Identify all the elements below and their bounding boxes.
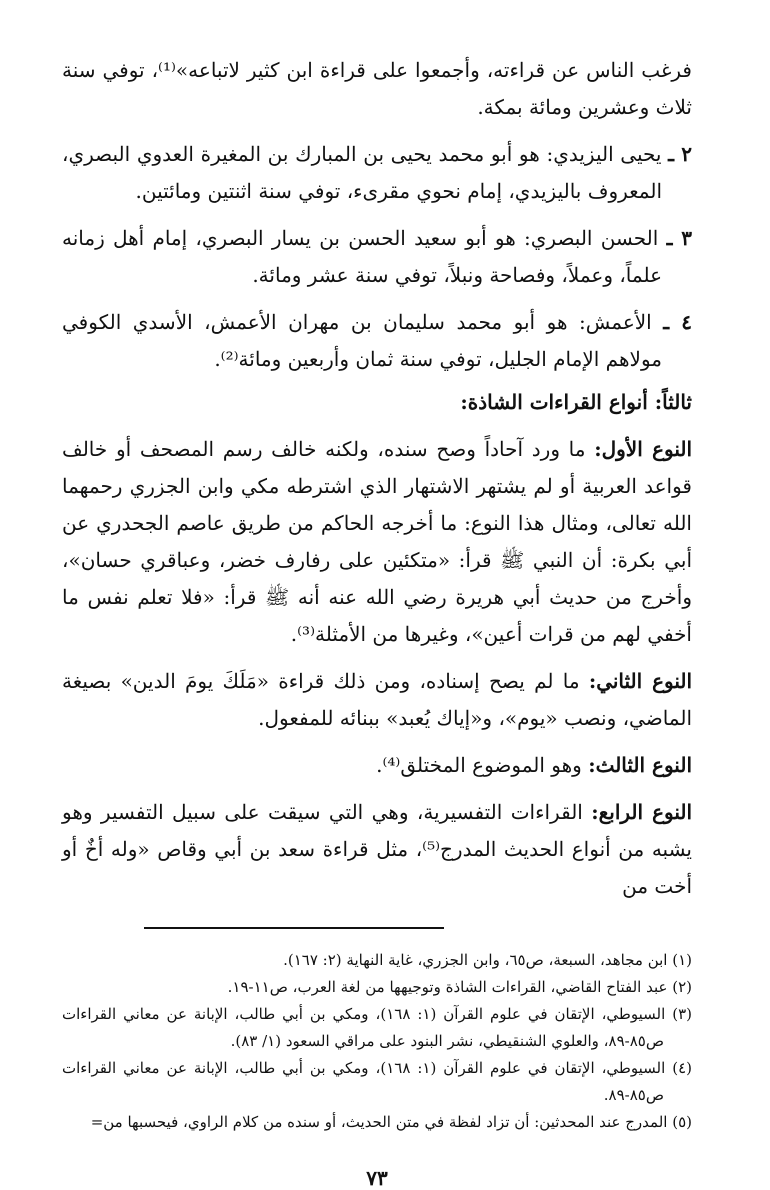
paragraph-type-one (62, 431, 692, 653)
footnote-3: (٣) السيوطي، الإتقان في علوم القرآن (١: ١٦٨)، ومكي بن أبي طالب، الإبانة عن معاني القراءات ص٨٥-٨٩، والعلوي الشنقيطي، نشر البنود على مراقي السعود (١/ ٨٣). (62, 1005, 692, 1050)
paragraph-continuation: فرغب الناس عن قراءته، وأجمعوا على قراءة ابن كثير لاتباعه»⁽¹⁾، توفي سنة ثلاث وعشرين ومائة بمكة. (62, 58, 692, 119)
paragraph-type-three (62, 747, 692, 784)
footnote-separator (144, 927, 444, 929)
list-item-yahya-alyazidi (62, 136, 692, 210)
paragraph-type-two (62, 663, 692, 737)
list-item-number: ٢ ـ (668, 142, 693, 166)
list-item-number: ٣ ـ (666, 226, 693, 250)
footnote-1: (١) ابن مجاهد، السبعة، ص٦٥، وابن الجزري، غاية النهاية (٢: ١٦٧). (283, 951, 692, 969)
footnote-separator-wrap (62, 927, 692, 929)
main-text (62, 52, 692, 905)
section-heading: ثالثاً: أنواع القراءات الشاذة: (460, 390, 692, 414)
type-label: النوع الأول: (594, 437, 693, 461)
list-item-text: الحسن البصري: هو أبو سعيد الحسن بن يسار البصري، إمام أهل زمانه علماً، وعملاً، وفصاحة ونبلاً، توفي سنة عشر ومائة. (62, 226, 662, 287)
list-item-number: ٤ ـ (663, 310, 693, 334)
footnote-2: (٢) عبد الفتاح القاضي، القراءات الشاذة وتوجيهها من لغة العرب، ص١١-١٩. (227, 978, 692, 996)
footnotes (62, 947, 692, 1136)
page-number: ٧٣ (366, 1166, 388, 1190)
type-text: القراءات التفسيرية، وهي التي سيقت على سبيل التفسير وهو يشبه من أنواع الحديث المدرج⁽⁵⁾، مثل قراءة سعد بن أبي وقاص «وله أخٌ أو أخت من (62, 800, 692, 898)
type-label: النوع الرابع: (591, 800, 693, 824)
list-item-alamash (62, 304, 692, 378)
list-item-text: يحيى اليزيدي: هو أبو محمد يحيى بن المبارك بن المغيرة العدوي البصري، المعروف باليزيدي، إمام نحوي مقرىء، توفي سنة اثنتين ومائتين. (62, 142, 662, 203)
paragraph-type-four (62, 794, 692, 905)
list-item-text: الأعمش: هو أبو محمد سليمان بن مهران الأعمش، الأسدي الكوفي مولاهم الإمام الجليل، توفي سنة ثمان وأربعين ومائة⁽²⁾. (62, 310, 662, 371)
footnote-4: (٤) السيوطي، الإتقان في علوم القرآن (١: ١٦٨)، ومكي بن أبي طالب، الإبانة عن معاني القراءات ص٨٥-٨٩. (62, 1059, 692, 1104)
type-label: النوع الثالث: (588, 753, 692, 777)
type-text: ما ورد آحاداً وصح سنده، ولكنه خالف رسم المصحف أو خالف قواعد العربية أو لم يشتهر الاشتهار الذي اشترطه مكي وابن الجزري رحمهما الله تعالى، ومثال هذا النوع: ما أخرجه الحاكم من طريق عاصم الجحدري عن أبي بكرة: أن النبي ﷺ قرأ: «متكئين على رفارف خضر، وعباقري حسان»، وأخرج من حديث أبي هريرة رضي الله عنه أنه ﷺ قرأ: «فلا تعلم نفس ما أخفي لهم من قرات أعين»، وغيرها من الأمثلة⁽³⁾. (62, 437, 692, 646)
list-item-hasan-albasri (62, 220, 692, 294)
type-text: ما لم يصح إسناده، ومن ذلك قراءة «مَلَكَ يومَ الدين» بصيغة الماضي، ونصب «يوم»، و«إياك يُعبد» ببنائه للمفعول. (62, 669, 692, 730)
footnote-5: (٥) المدرج عند المحدثين: أن تزاد لفظة في متن الحديث، أو سنده من كلام الراوي، فيحسبها من= (90, 1113, 692, 1131)
type-text: وهو الموضوع المختلق⁽⁴⁾. (376, 753, 582, 777)
type-label: النوع الثاني: (588, 669, 693, 693)
